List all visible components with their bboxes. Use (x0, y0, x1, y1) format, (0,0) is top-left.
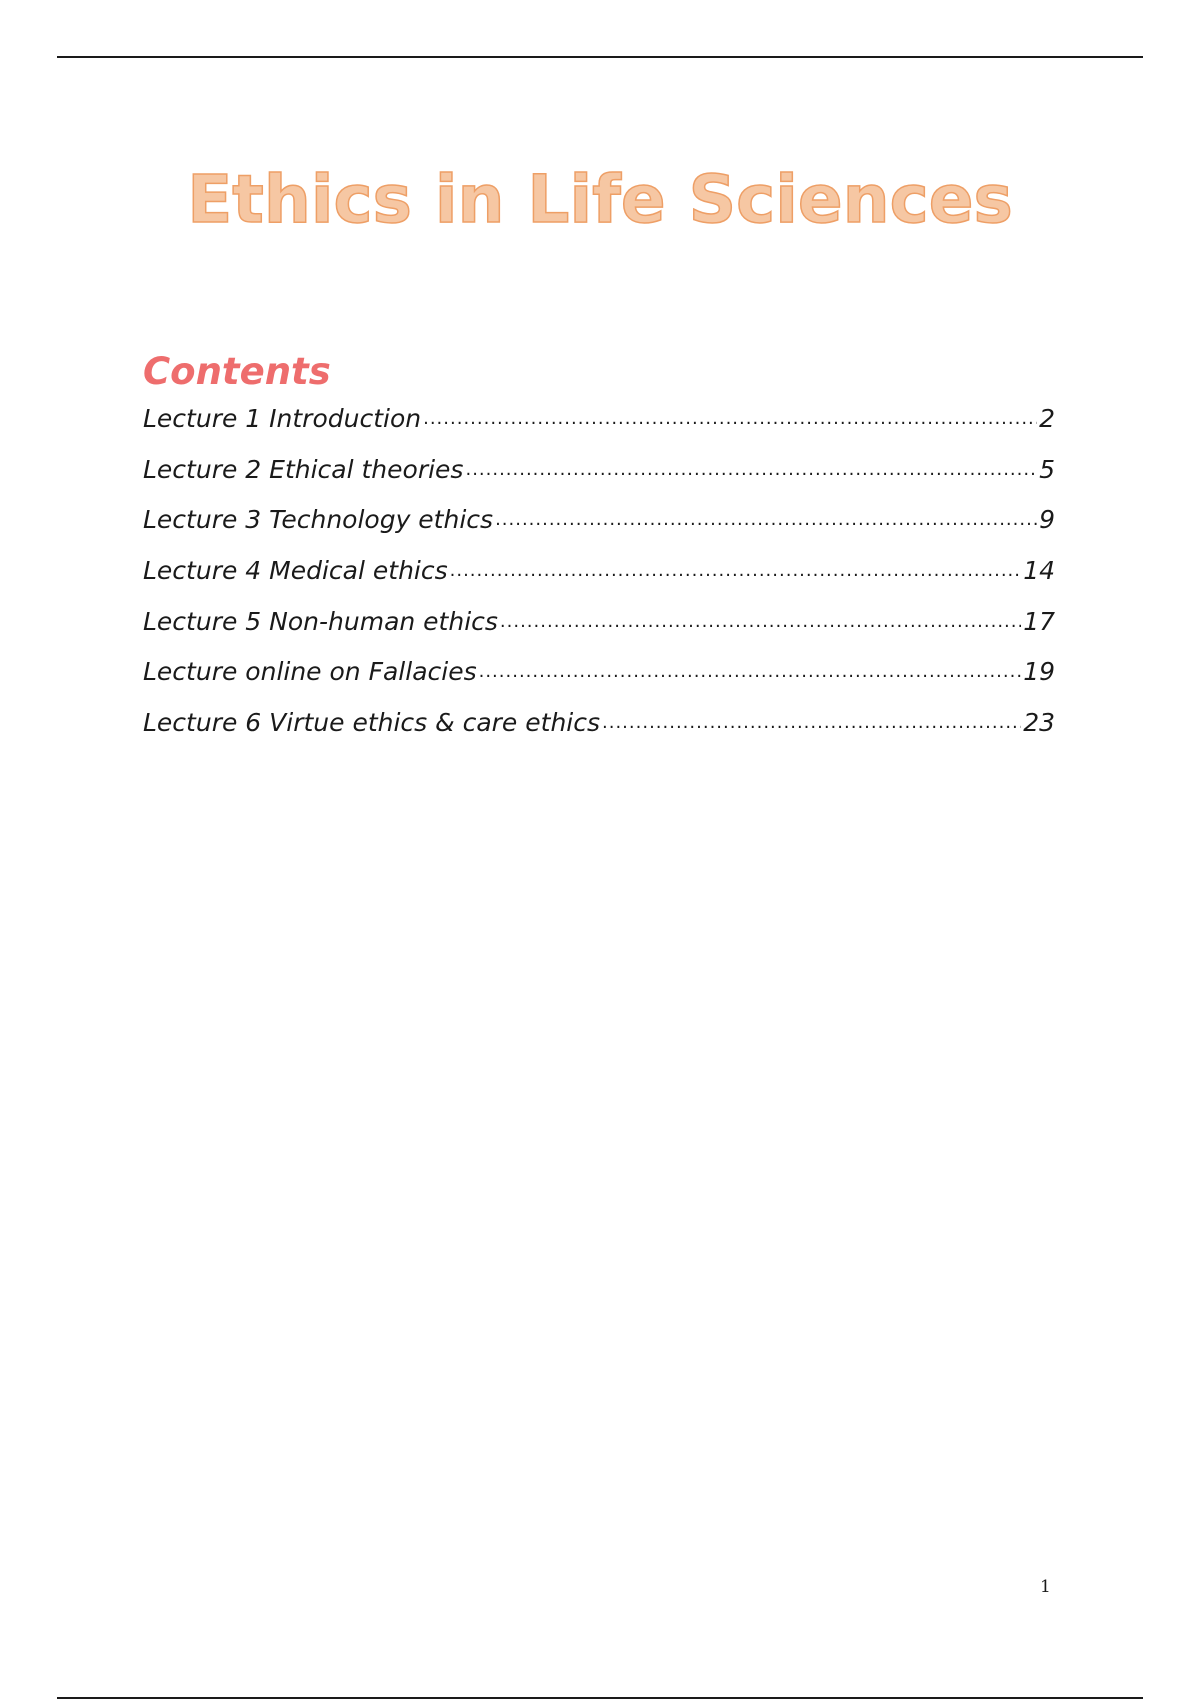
toc-entry-label: Lecture 1 Introduction (143, 404, 422, 433)
toc-entry-lecture-6[interactable] (143, 706, 1055, 757)
toc-entry-page: 9 (1039, 505, 1055, 535)
toc-entry-label: Lecture 3 Technology ethics (143, 505, 494, 535)
dot-leader (495, 503, 1037, 528)
toc-entry-lecture-1[interactable] (143, 402, 1055, 453)
dot-leader (479, 655, 1022, 680)
dot-leader (450, 554, 1022, 579)
toc-entry-page: 17 (1023, 606, 1055, 636)
page-number: 1 (1040, 1577, 1051, 1597)
dot-leader (423, 402, 1037, 427)
toc-entry-page: 5 (1039, 454, 1055, 484)
header-rule (57, 56, 1143, 58)
toc-entry-lecture-2[interactable] (143, 453, 1055, 504)
footer-rule (57, 1697, 1143, 1699)
toc-heading: Contents (143, 350, 331, 393)
toc-entry-label: Lecture 5 Non-human ethics (143, 606, 498, 636)
table-of-contents (143, 402, 1055, 757)
toc-entry-label: Lecture 2 Ethical theories (143, 454, 464, 484)
toc-entry-page: 14 (1023, 556, 1055, 586)
toc-entry-page: 23 (1023, 708, 1055, 738)
dot-leader (602, 706, 1021, 731)
toc-entry-lecture-online[interactable] (143, 655, 1055, 706)
toc-entry-lecture-4[interactable] (143, 554, 1055, 605)
toc-entry-lecture-3[interactable] (143, 503, 1055, 554)
dot-leader (465, 453, 1037, 478)
toc-entry-label: Lecture online on Fallacies (143, 657, 477, 687)
document-title: Ethics in Life Sciences (187, 161, 1013, 238)
toc-entry-page: 19 (1023, 657, 1055, 687)
toc-entry-label: Lecture 4 Medical ethics (143, 556, 448, 586)
toc-entry-lecture-5[interactable] (143, 605, 1055, 656)
toc-entry-page: 2 (1039, 404, 1055, 433)
toc-entry-label: Lecture 6 Virtue ethics & care ethics (143, 708, 601, 738)
dot-leader (500, 605, 1021, 630)
